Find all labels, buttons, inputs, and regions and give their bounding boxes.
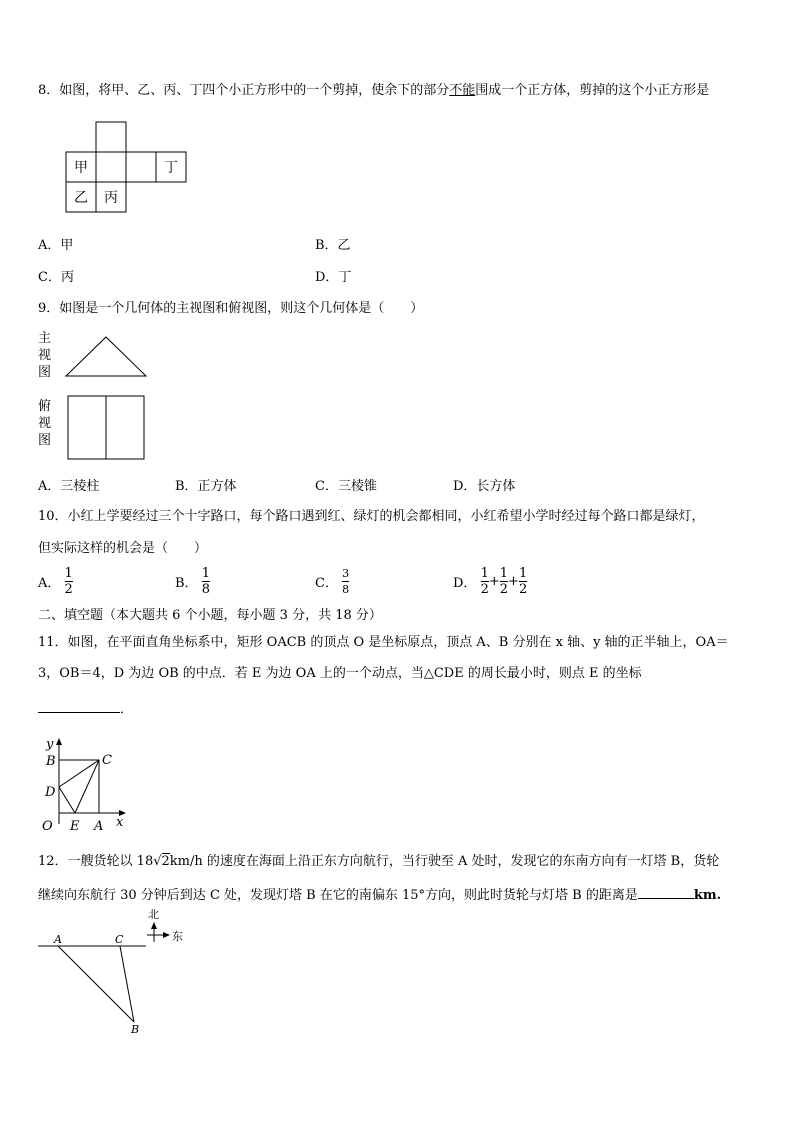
sqrt-icon: √ (153, 854, 162, 869)
label-E: E (70, 819, 80, 834)
q12-line2-post: km. (693, 888, 722, 903)
label-B: B (46, 754, 56, 769)
label-north: 北 (148, 908, 159, 921)
q8-option-d[interactable]: D．丁 (315, 270, 352, 285)
q11-answer-blank[interactable] (38, 698, 133, 720)
q8-option-b[interactable]: B．乙 (315, 238, 351, 253)
square-jia: 甲 (74, 160, 88, 176)
q8-stem-post: 围成一个正方体，剪掉的这个小正方形是 (475, 83, 710, 98)
plus-sign-2: + (508, 574, 519, 589)
q9-option-b[interactable]: B．正方体 (175, 479, 237, 494)
label-x: x (116, 815, 124, 830)
q8-stem-pre: 8．如图，将甲、乙、丙、丁四个小正方形中的一个剪掉，使余下的部分 (38, 83, 450, 98)
q12-navigation-figure (36, 906, 196, 1036)
square-yi: 乙 (74, 190, 88, 206)
q9-stem: 9．如图是一个几何体的主视图和俯视图，则这个几何体是（ ） (38, 301, 424, 316)
plus-sign-1: + (488, 574, 500, 589)
q9-top-view-label (38, 398, 54, 449)
label-C-point: C (115, 933, 124, 946)
fraction-one-half: $\frac{1}{2}$ (64, 566, 73, 597)
q9-front-view-triangle (62, 334, 150, 380)
q10-option-d-label: D． (453, 576, 477, 591)
square-bing: 丙 (104, 190, 118, 206)
q8-option-a[interactable]: A．甲 (38, 238, 74, 253)
fraction-one-eighth: $\frac{1}{8}$ (201, 566, 210, 597)
top-label-3: 图 (38, 433, 52, 448)
label-A: A (94, 819, 104, 834)
q12-line1 (38, 852, 719, 872)
q8-net-figure (60, 118, 195, 218)
q11-line2: 3，OB＝4，D 为边 OB 的中点．若 E 为边 OA 上的一个动点，当△CDE 的周长最小时，则点 E 的坐标 (38, 666, 642, 681)
q9-option-a[interactable]: A．三棱柱 (38, 479, 100, 494)
q9-option-d[interactable]: D．长方体 (453, 479, 516, 494)
q10-option-b-label: B． (175, 576, 198, 591)
fraction-half-2: $\frac{1}{2}$ (499, 566, 509, 597)
label-D: D (45, 785, 56, 800)
q10-line2: 但实际这样的机会是（ ） (38, 541, 208, 556)
q11-end-punct: ． (120, 702, 134, 717)
label-C: C (102, 753, 112, 768)
q10-option-d[interactable] (453, 566, 527, 597)
fraction-half-3: $\frac{1}{2}$ (518, 566, 528, 597)
q10-line1: 10．小红上学要经过三个十字路口，每个路口遇到红、绿灯的机会都相同，小红希望小学时经过每个路口都是绿灯， (38, 509, 705, 524)
q8-stem-underline: 不能 (449, 83, 476, 98)
q12-line1-post: km/h 的速度在海面上沿正东方向航行，当行驶至 A 处时，发现它的东南方向有一灯塔 B，货轮 (169, 854, 720, 869)
q10-option-a-label: A． (38, 576, 61, 591)
q12-sqrt-radicand: 2 (161, 854, 170, 869)
q9-top-view-rectangle (66, 394, 148, 462)
q11-line1: 11．如图，在平面直角坐标系中，矩形 OACB 的顶点 O 是坐标原点，顶点 A、B 分别在 x 轴、y 轴的正半轴上，OA＝ (38, 635, 729, 650)
q11-coordinate-figure (38, 734, 134, 834)
q10-option-c-label: C． (315, 576, 338, 591)
label-B-point: B (131, 1023, 140, 1036)
q12-line1-pre: 12．一艘货轮以 18 (38, 854, 154, 869)
q10-option-b[interactable] (175, 566, 210, 597)
q12-line2-pre: 继续向东航行 30 分钟后到达 C 处，发现灯塔 B 在它的南偏东 15°方向，则此时货轮与灯塔 B 的距离是 (38, 888, 638, 903)
q8-option-c[interactable]: C．丙 (38, 270, 74, 285)
label-east: 东 (172, 930, 183, 943)
q8-stem (38, 81, 709, 101)
fraction-half-1: $\frac{1}{2}$ (480, 566, 489, 597)
top-label-1: 俯 (38, 399, 52, 414)
front-label-2: 视 (38, 348, 52, 363)
label-y: y (46, 737, 54, 752)
front-label-1: 主 (38, 331, 52, 346)
q10-option-a[interactable] (38, 566, 73, 597)
q12-line2 (38, 884, 721, 906)
section-heading: 二、填空题（本大题共 6 个小题，每小题 3 分，共 18 分） (38, 608, 382, 623)
front-label-3: 图 (38, 365, 52, 380)
square-ding: 丁 (164, 160, 178, 176)
q12-answer-blank[interactable] (638, 884, 694, 899)
top-label-2: 视 (38, 416, 52, 431)
label-A-point: A (54, 933, 62, 946)
q9-option-c[interactable]: C．三棱锥 (315, 479, 377, 494)
q9-front-view-label (38, 330, 54, 381)
label-O: O (42, 819, 53, 834)
fraction-three-eighths: $\frac{3}{8}$ (342, 567, 350, 596)
q10-option-c[interactable] (315, 566, 349, 597)
